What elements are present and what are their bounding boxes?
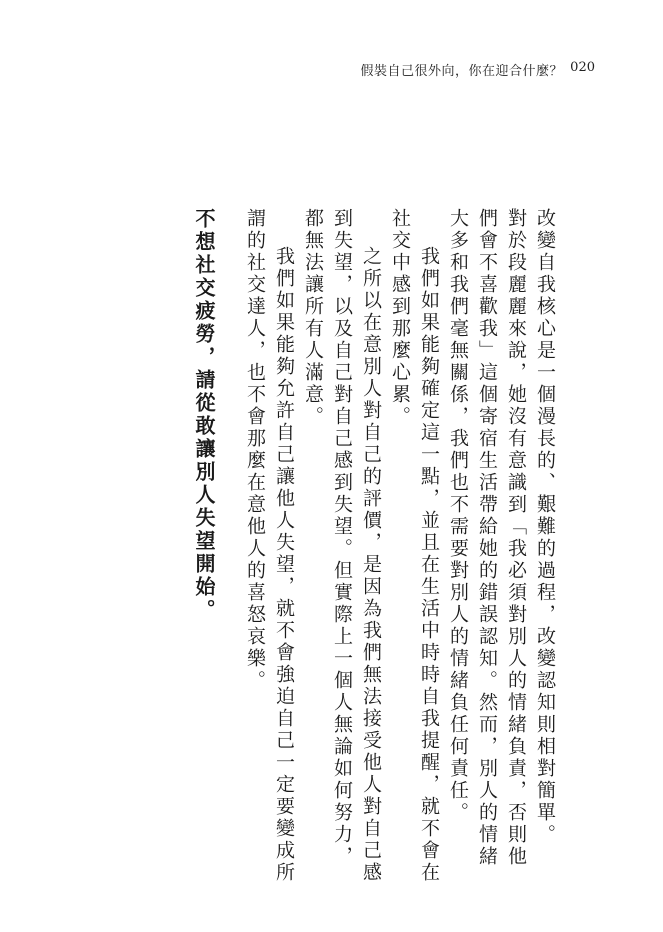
paragraph-4: 之所以在意別人對自己的評價，是因為我們無法接受他人對自己感到失望，以及自己對自己感到失望。但實際上一個人無論如何努力，都無法讓所有人滿意。 (302, 208, 382, 884)
paragraph-2: 對於段麗麗來說，她沒有意識到「我必須對別人的情緒負責，否則他們會不喜歡我」這個寄宿生活帶給她的錯誤認知。然而，別人的情緒大多和我們毫無關係，我們也不需要對別人的情緒負任何責任。 (447, 208, 527, 868)
running-header: 假裝自己很外向，你在迎合什麼？ (360, 64, 563, 79)
paragraph-5: 我們如果能夠允許自己讓他人失望，就不會強迫自己一定要變成所謂的社交達人，也不會那麼在意他人的喜怒哀樂。 (244, 208, 295, 884)
paragraph-1: 改變自我核心是一個漫長的、艱難的過程，改變認知則相對簡單。 (534, 208, 556, 846)
body-text (119, 208, 559, 888)
paragraph-3: 我們如果能夠確定這一點，並且在生活中時時自我提醒，就不會在社交中感到那麼心累。 (389, 208, 440, 884)
page-number: 020 (570, 60, 595, 75)
section-heading: 不想社交疲勞，請從敢讓別人失望開始。 (192, 208, 216, 622)
